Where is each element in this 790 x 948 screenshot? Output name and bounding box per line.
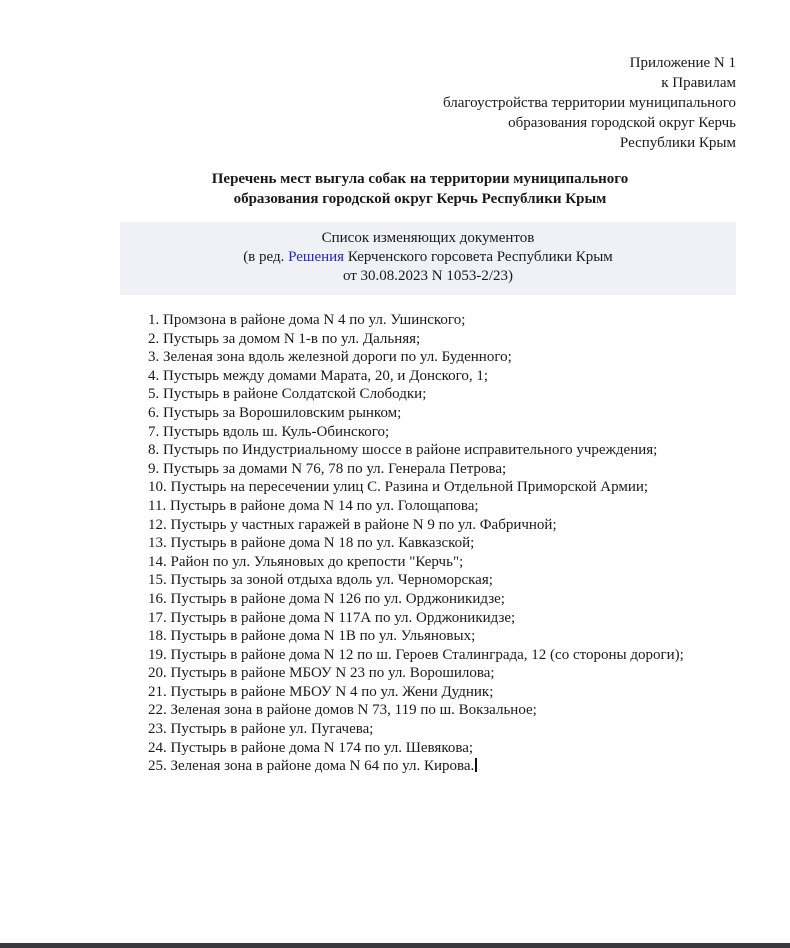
list-item: 2. Пустырь за домом N 1-в по ул. Дальняя; xyxy=(148,330,421,347)
list-item: 8. Пустырь по Индустриальному шоссе в районе исправительного учреждения; xyxy=(148,442,658,459)
list-item: 12. Пустырь у частных гаражей в районе N 9 по ул. Фабричной; xyxy=(148,516,557,533)
list-item: 21. Пустырь в районе МБОУ N 4 по ул. Жени Дудник; xyxy=(148,683,494,700)
list-item: 19. Пустырь в районе дома N 12 по ш. Героев Сталинграда, 12 (со стороны дороги); xyxy=(148,646,684,663)
list-item: 18. Пустырь в районе дома N 1В по ул. Ульяновых; xyxy=(148,628,476,645)
list-item: 13. Пустырь в районе дома N 18 по ул. Кавказской; xyxy=(148,535,475,552)
list-item: 23. Пустырь в районе ул. Пугачева; xyxy=(148,721,374,738)
edit-line-suffix: Керченского горсовета Республики Крым xyxy=(344,249,613,265)
list-item: 15. Пустырь за зоной отдыха вдоль ул. Черноморская; xyxy=(148,572,493,589)
list-item: 9. Пустырь за домами N 76, 78 по ул. Генерала Петрова; xyxy=(148,460,507,477)
list-item: 16. Пустырь в районе дома N 126 по ул. Орджоникидзе; xyxy=(148,590,505,607)
list-item: 4. Пустырь между домами Марата, 20, и Донского, 1; xyxy=(148,367,489,384)
list-item: 3. Зеленая зона вдоль железной дороги по ул. Буденного; xyxy=(148,349,512,366)
list-item: 5. Пустырь в районе Солдатской Слободки; xyxy=(148,386,427,403)
title-line: Перечень мест выгула собак на территории муниципального xyxy=(211,171,629,187)
list-item-text: 25. Зеленая зона в районе дома N 64 по ул. Кирова. xyxy=(148,758,475,775)
places-list xyxy=(120,311,736,776)
header-line: Республики Крым xyxy=(619,135,736,151)
header-line: образования городской округ Керчь xyxy=(508,115,736,131)
amendments-box-heading: Список изменяющих документов xyxy=(321,230,535,246)
list-item: 11. Пустырь в районе дома N 14 по ул. Голощапова; xyxy=(148,497,479,514)
list-item: 6. Пустырь за Ворошиловским рынком; xyxy=(148,404,402,421)
list-item: 1. Промзона в районе дома N 4 по ул. Ушинского; xyxy=(148,312,466,328)
document-title xyxy=(110,169,730,209)
text-caret xyxy=(475,758,477,772)
list-item xyxy=(148,757,736,776)
header-line: благоустройства территории муниципального xyxy=(443,95,736,111)
header-line: к Правилам xyxy=(661,75,736,91)
window-bottom-edge xyxy=(0,943,790,948)
list-item: 24. Пустырь в районе дома N 174 по ул. Шевякова; xyxy=(148,739,474,756)
appendix-header xyxy=(120,53,736,153)
list-item: 7. Пустырь вдоль ш. Куль-Обинского; xyxy=(148,423,390,440)
amendments-box-date-line: от 30.08.2023 N 1053-2/23) xyxy=(342,268,514,284)
amendments-box-edit-line xyxy=(120,248,736,267)
edit-line-prefix: (в ред. xyxy=(243,249,289,265)
list-item: 17. Пустырь в районе дома N 117А по ул. Орджоникидзе; xyxy=(148,609,516,626)
amendments-box xyxy=(120,222,736,295)
resolution-link[interactable]: Решения xyxy=(288,249,345,265)
list-item: 22. Зеленая зона в районе домов N 73, 119 по ш. Вокзальное; xyxy=(148,702,537,719)
list-item: 10. Пустырь на пересечении улиц С. Разина и Отдельной Приморской Армии; xyxy=(148,479,649,496)
title-line: образования городской округ Керчь Республики Крым xyxy=(233,191,607,207)
list-item: 20. Пустырь в районе МБОУ N 23 по ул. Ворошилова; xyxy=(148,665,495,682)
header-line: Приложение N 1 xyxy=(629,55,736,71)
list-item: 14. Район по ул. Ульяновых до крепости "Керчь"; xyxy=(148,553,464,570)
